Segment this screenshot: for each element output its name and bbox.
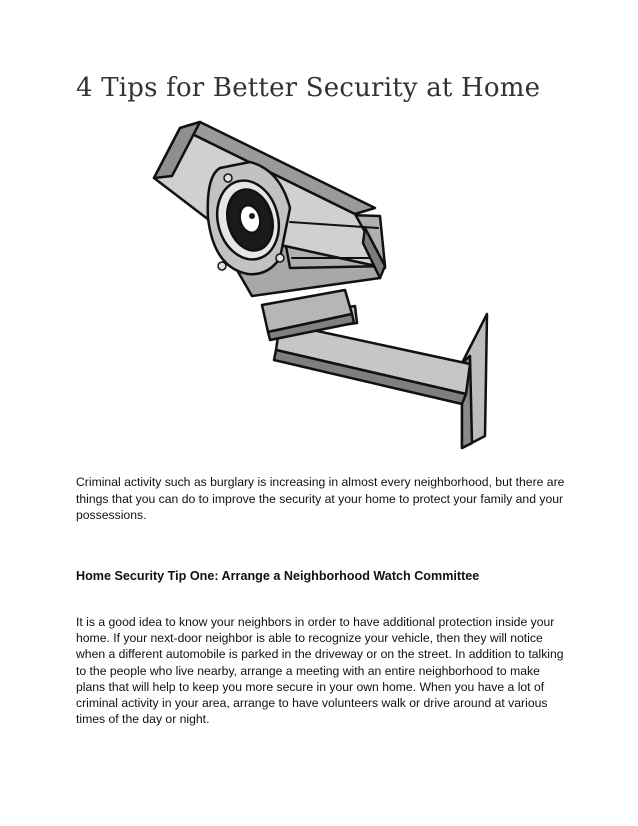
intro-paragraph: Criminal activity such as burglary is increasing in almost every neighborhood, but there are things that you can do to improve the security at your home to protect your family and your possessions. bbox=[76, 475, 565, 522]
page-title: 4 Tips for Better Security at Home bbox=[76, 73, 541, 103]
tip-one-paragraph: It is a good idea to know your neighbors in order to have additional protection inside your home. If your next-door neighbor is able to recognize your vehicle, then they will notice when a different automobile is parked in the driveway or on the street. In addition to talking to the people who live nearby, arrange a meeting with an entire neighborhood to make plans that will help to keep you more secure in your own home. When you have a lot of criminal activity in your area, arrange to have volunteers walk or drive around at various times of the day or night. bbox=[76, 615, 564, 727]
tip-one-heading: Home Security Tip One: Arrange a Neighborhood Watch Committee bbox=[76, 569, 480, 583]
security-camera-illustration bbox=[140, 118, 500, 453]
